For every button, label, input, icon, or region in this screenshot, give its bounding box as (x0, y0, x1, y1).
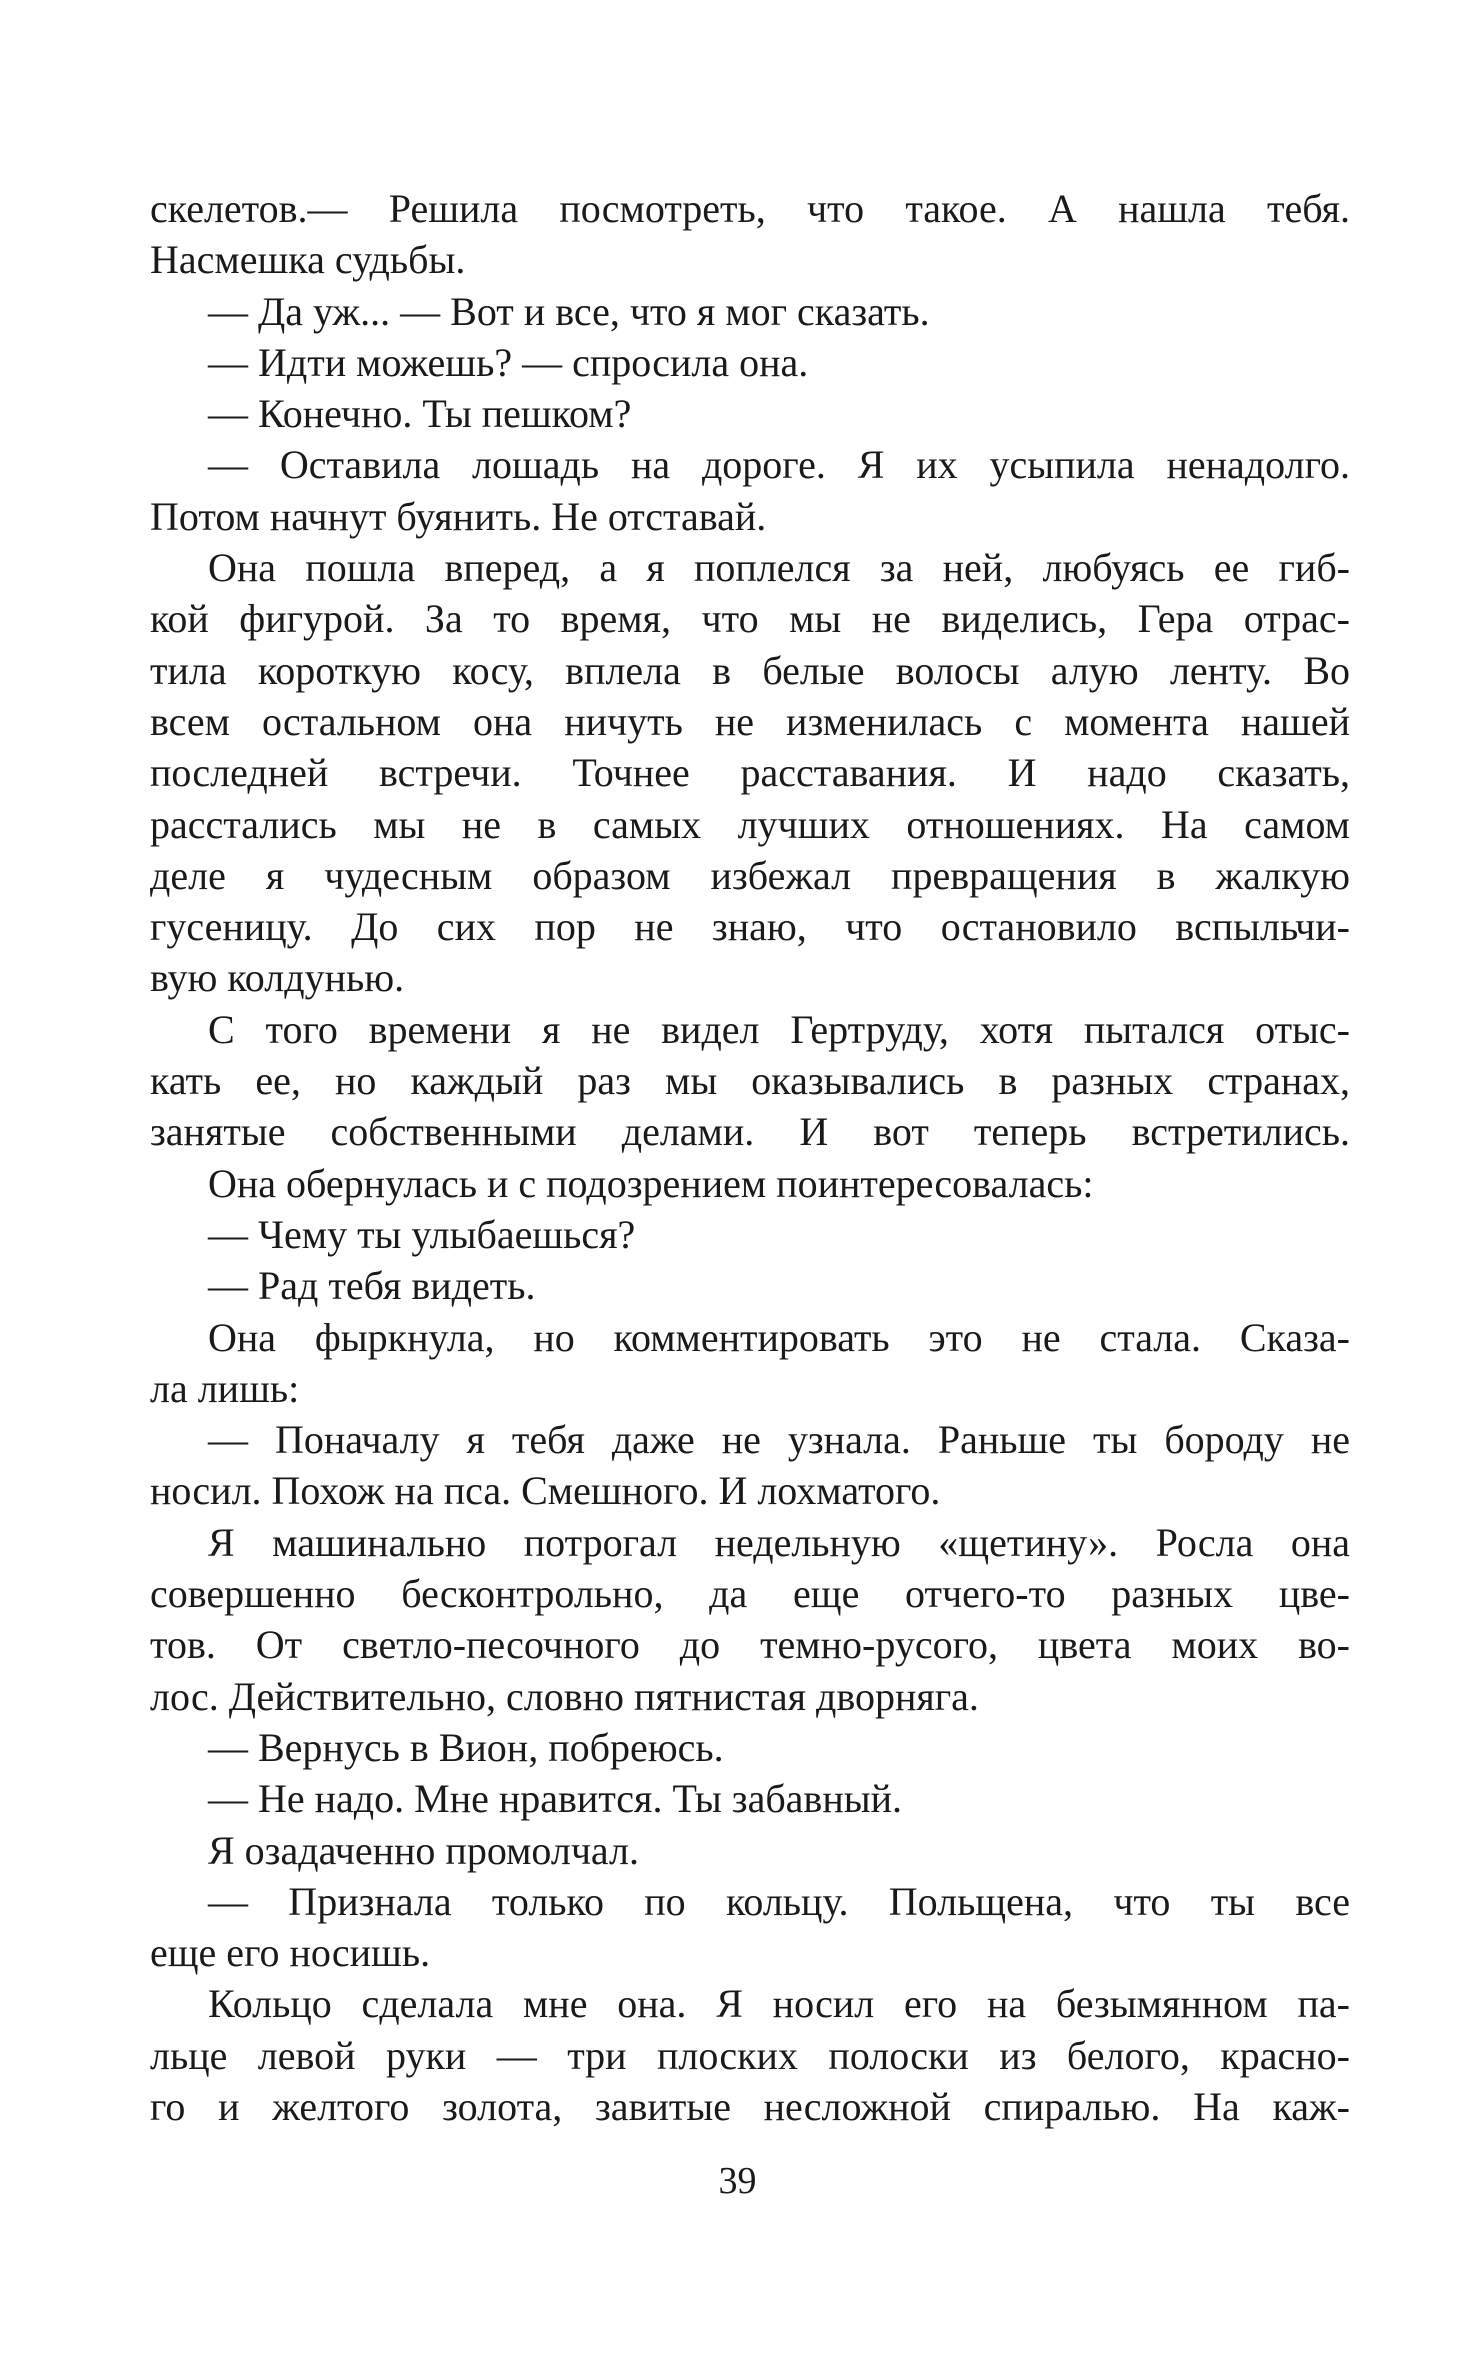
text-line: еще его носишь. (150, 1930, 431, 1976)
text-line: всем остальном она ничуть не изменилась с момента нашей (150, 698, 1350, 744)
text-line: вую колдунью. (150, 955, 405, 1001)
text-line: льце левой руки — три плоских полоски из белого, красно- (150, 2032, 1350, 2078)
text-line: — Не надо. Мне нравится. Ты забавный. (208, 1776, 903, 1822)
text-line: тила короткую косу, вплела в белые волосы алую ленту. Во (150, 647, 1350, 693)
text-line: Кольцо сделала мне она. Я носил его на безымянном па- (208, 1981, 1350, 2027)
text-line: — Вернусь в Вион, побреюсь. (208, 1724, 724, 1770)
text-line: Она пошла вперед, а я поплелся за ней, любуясь ее гиб- (208, 545, 1350, 591)
text-line: — Оставила лошадь на дороге. Я их усыпила ненадолго. (208, 442, 1350, 488)
text-line: совершенно бесконтрольно, да еще отчего-то разных цве- (150, 1571, 1350, 1617)
text-line: — Рад тебя видеть. (208, 1263, 536, 1309)
text-line: — Чему ты улыбаешься? (208, 1211, 636, 1257)
text-line: последней встречи. Точнее расставания. И надо сказать, (150, 750, 1350, 796)
text-line: кать ее, но каждый раз мы оказывались в разных странах, (150, 1058, 1350, 1104)
text-line: Она фыркнула, но комментировать это не стала. Сказа- (208, 1314, 1350, 1360)
text-line: скелетов.— Решила посмотреть, что такое. А нашла тебя. (150, 186, 1350, 231)
text-line: занятые собственными делами. И вот теперь встретились. (150, 1109, 1350, 1155)
page-number: 39 (718, 2160, 757, 2202)
text-line: расстались мы не в самых лучших отношениях. На самом (150, 801, 1350, 847)
text-line: Она обернулась и с подозрением поинтересовалась: (208, 1160, 1094, 1206)
text-line: Я машинально потрогал недельную «щетину». Росла она (208, 1519, 1350, 1565)
text-line: лос. Действительно, словно пятнистая дворняга. (150, 1673, 979, 1719)
text-line: — Поначалу я тебя даже не узнала. Раньше ты бороду не (208, 1417, 1350, 1463)
text-line: кой фигурой. За то время, что мы не виделись, Гера отрас- (150, 596, 1350, 642)
text-line: гусеницу. До сих пор не знаю, что остановило вспыльчи- (150, 904, 1350, 950)
text-line: Потом начнут буянить. Не отставай. (150, 493, 767, 539)
text-line: ла лишь: (150, 1365, 300, 1411)
text-line: Я озадаченно промолчал. (208, 1827, 639, 1873)
text-line: — Идти можешь? — спросила она. (208, 339, 809, 385)
text-line: — Признала только по кольцу. Польщена, что ты все (208, 1878, 1350, 1924)
text-line: — Конечно. Ты пешком? (208, 391, 632, 437)
text-line: Насмешка судьбы. (150, 237, 466, 283)
text-line: го и желтого золота, завитые несложной спиралью. На каж- (150, 2083, 1350, 2129)
text-line: тов. От светло-песочного до темно-русого, цвета моих во- (150, 1622, 1350, 1668)
text-line: деле я чудесным образом избежал превращения в жалкую (150, 852, 1350, 898)
text-line: носил. Похож на пса. Смешного. И лохматого. (150, 1468, 941, 1514)
text-line: — Да уж... — Вот и все, что я мог сказать. (208, 288, 930, 334)
text-line: С того времени я не видел Гертруду, хотя пытался отыс- (208, 1006, 1350, 1052)
page-text (150, 183, 1350, 2132)
